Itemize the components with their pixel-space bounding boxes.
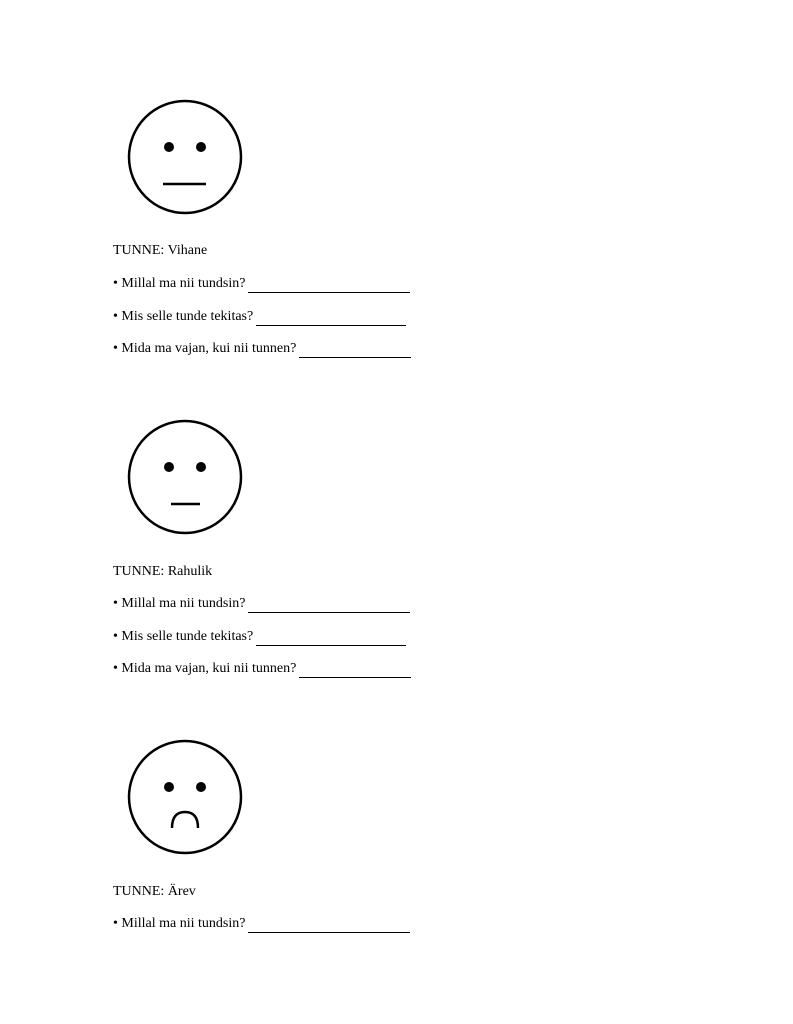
- sad-face-icon: [126, 738, 244, 856]
- question-text: • Mida ma vajan, kui nii tunnen?: [113, 341, 297, 356]
- calm-face-icon: [126, 418, 244, 536]
- question-text: • Millal ma nii tundsin?: [113, 916, 246, 931]
- question-what-need: [113, 340, 411, 358]
- question-when: [113, 595, 410, 613]
- question-text: • Mis selle tunde tekitas?: [113, 309, 254, 324]
- question-what-need: [113, 660, 411, 678]
- question-when: [113, 275, 410, 293]
- question-what-caused: [113, 628, 406, 646]
- emotion-title: TUNNE: Vihane: [113, 243, 208, 258]
- answer-line[interactable]: [248, 919, 410, 933]
- answer-line[interactable]: [256, 632, 406, 646]
- emotion-title: TUNNE: Rahulik: [113, 564, 213, 579]
- question-text: • Millal ma nii tundsin?: [113, 276, 246, 291]
- answer-line[interactable]: [248, 599, 410, 613]
- question-text: • Mida ma vajan, kui nii tunnen?: [113, 661, 297, 676]
- emotion-title: TUNNE: Ärev: [113, 884, 196, 899]
- question-what-caused: [113, 308, 406, 326]
- question-text: • Mis selle tunde tekitas?: [113, 629, 254, 644]
- answer-line[interactable]: [248, 279, 410, 293]
- answer-line[interactable]: [299, 664, 411, 678]
- answer-line[interactable]: [256, 312, 406, 326]
- neutral-face-icon: [126, 98, 244, 216]
- answer-line[interactable]: [299, 344, 411, 358]
- question-text: • Millal ma nii tundsin?: [113, 596, 246, 611]
- question-when: [113, 915, 410, 933]
